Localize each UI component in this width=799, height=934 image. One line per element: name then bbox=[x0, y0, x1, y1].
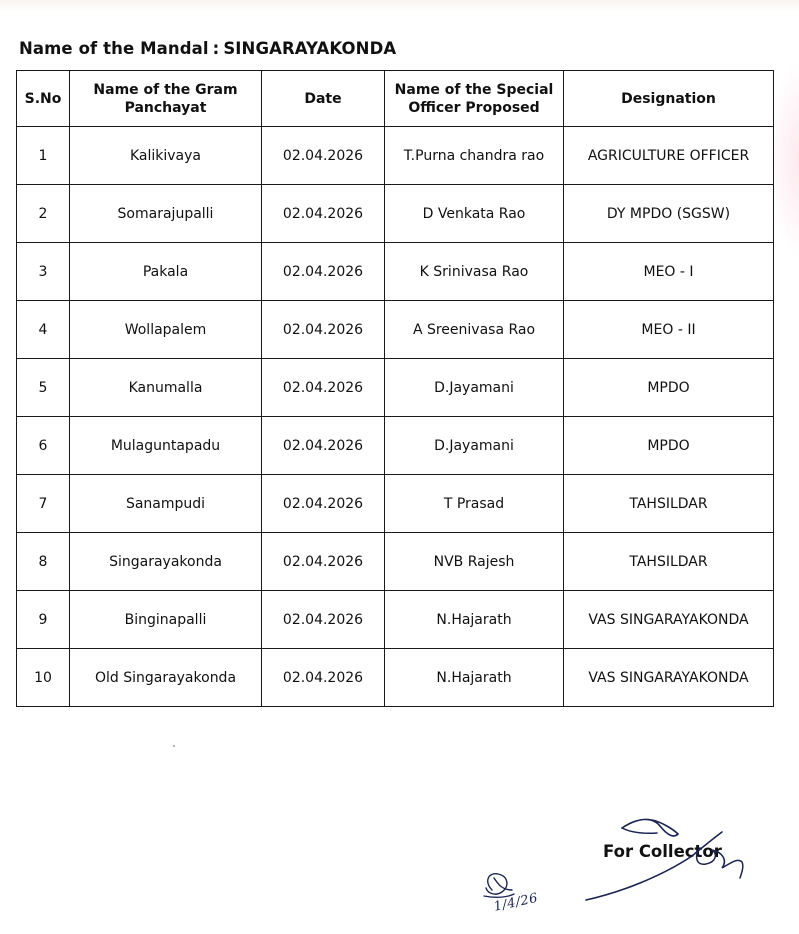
column-header-special-officer-text: Name of the Special Officer Proposed bbox=[394, 81, 554, 116]
table-row bbox=[17, 417, 774, 475]
table-row bbox=[17, 649, 774, 707]
cell-officer: NVB Rajesh bbox=[385, 533, 564, 591]
cell-designation: MEO - I bbox=[564, 243, 774, 301]
cell-designation: VAS SINGARAYAKONDA bbox=[564, 591, 774, 649]
cell-officer: A Sreenivasa Rao bbox=[385, 301, 564, 359]
cell-sno: 3 bbox=[17, 243, 70, 301]
cell-sno: 5 bbox=[17, 359, 70, 417]
signature-label: For Collector bbox=[603, 842, 722, 861]
cell-officer: T.Purna chandra rao bbox=[385, 127, 564, 185]
mandal-name: SINGARAYAKONDA bbox=[223, 39, 397, 58]
cell-designation: TAHSILDAR bbox=[564, 475, 774, 533]
handwritten-signature bbox=[582, 808, 762, 918]
cell-officer: D Venkata Rao bbox=[385, 185, 564, 243]
cell-date: 02.04.2026 bbox=[262, 417, 385, 475]
cell-gram-panchayat: Pakala bbox=[70, 243, 262, 301]
cell-officer: N.Hajarath bbox=[385, 591, 564, 649]
column-header-gram-panchayat bbox=[70, 71, 262, 127]
cell-gram-panchayat: Somarajupalli bbox=[70, 185, 262, 243]
cell-sno: 8 bbox=[17, 533, 70, 591]
cell-date: 02.04.2026 bbox=[262, 649, 385, 707]
signature-block bbox=[582, 808, 762, 918]
cell-date: 02.04.2026 bbox=[262, 301, 385, 359]
mandal-heading-label: Name of the Mandal bbox=[19, 39, 209, 58]
column-header-designation: Designation bbox=[564, 71, 774, 127]
mandal-heading-separator: : bbox=[212, 39, 220, 58]
table-row bbox=[17, 591, 774, 649]
mandal-heading bbox=[19, 39, 396, 58]
table-row bbox=[17, 301, 774, 359]
cell-date: 02.04.2026 bbox=[262, 243, 385, 301]
column-header-special-officer bbox=[385, 71, 564, 127]
cell-gram-panchayat: Kalikivaya bbox=[70, 127, 262, 185]
column-header-gram-panchayat-text: Name of the Gram Panchayat bbox=[93, 81, 238, 116]
cell-designation: DY MPDO (SGSW) bbox=[564, 185, 774, 243]
cell-designation: AGRICULTURE OFFICER bbox=[564, 127, 774, 185]
cell-sno: 9 bbox=[17, 591, 70, 649]
cell-designation: TAHSILDAR bbox=[564, 533, 774, 591]
cell-officer: N.Hajarath bbox=[385, 649, 564, 707]
table-header-row bbox=[17, 71, 774, 127]
cell-gram-panchayat: Wollapalem bbox=[70, 301, 262, 359]
cell-gram-panchayat: Kanumalla bbox=[70, 359, 262, 417]
cell-gram-panchayat: Singarayakonda bbox=[70, 533, 262, 591]
cell-designation: MEO - II bbox=[564, 301, 774, 359]
cell-sno: 4 bbox=[17, 301, 70, 359]
cell-sno: 7 bbox=[17, 475, 70, 533]
initials-block bbox=[480, 868, 570, 928]
cell-date: 02.04.2026 bbox=[262, 533, 385, 591]
cell-officer: K Srinivasa Rao bbox=[385, 243, 564, 301]
cell-date: 02.04.2026 bbox=[262, 475, 385, 533]
cell-sno: 10 bbox=[17, 649, 70, 707]
cell-officer: D.Jayamani bbox=[385, 417, 564, 475]
cell-gram-panchayat: Old Singarayakonda bbox=[70, 649, 262, 707]
cell-gram-panchayat: Binginapalli bbox=[70, 591, 262, 649]
cell-officer: D.Jayamani bbox=[385, 359, 564, 417]
cell-date: 02.04.2026 bbox=[262, 591, 385, 649]
special-officers-table bbox=[16, 70, 774, 707]
table-row bbox=[17, 127, 774, 185]
table-row bbox=[17, 185, 774, 243]
cell-gram-panchayat: Sanampudi bbox=[70, 475, 262, 533]
table-row bbox=[17, 243, 774, 301]
table-row bbox=[17, 533, 774, 591]
cell-designation: MPDO bbox=[564, 359, 774, 417]
column-header-date: Date bbox=[262, 71, 385, 127]
cell-sno: 2 bbox=[17, 185, 70, 243]
cell-sno: 6 bbox=[17, 417, 70, 475]
table-body bbox=[17, 127, 774, 707]
cell-sno: 1 bbox=[17, 127, 70, 185]
table-row bbox=[17, 359, 774, 417]
scan-dot bbox=[173, 745, 175, 747]
table-row bbox=[17, 475, 774, 533]
cell-designation: VAS SINGARAYAKONDA bbox=[564, 649, 774, 707]
column-header-sno: S.No bbox=[17, 71, 70, 127]
cell-date: 02.04.2026 bbox=[262, 359, 385, 417]
initials-date: 1/4/26 bbox=[492, 890, 540, 915]
cell-officer: T Prasad bbox=[385, 475, 564, 533]
cell-date: 02.04.2026 bbox=[262, 127, 385, 185]
scan-top-smudge bbox=[0, 0, 799, 12]
cell-date: 02.04.2026 bbox=[262, 185, 385, 243]
cell-designation: MPDO bbox=[564, 417, 774, 475]
cell-gram-panchayat: Mulaguntapadu bbox=[70, 417, 262, 475]
